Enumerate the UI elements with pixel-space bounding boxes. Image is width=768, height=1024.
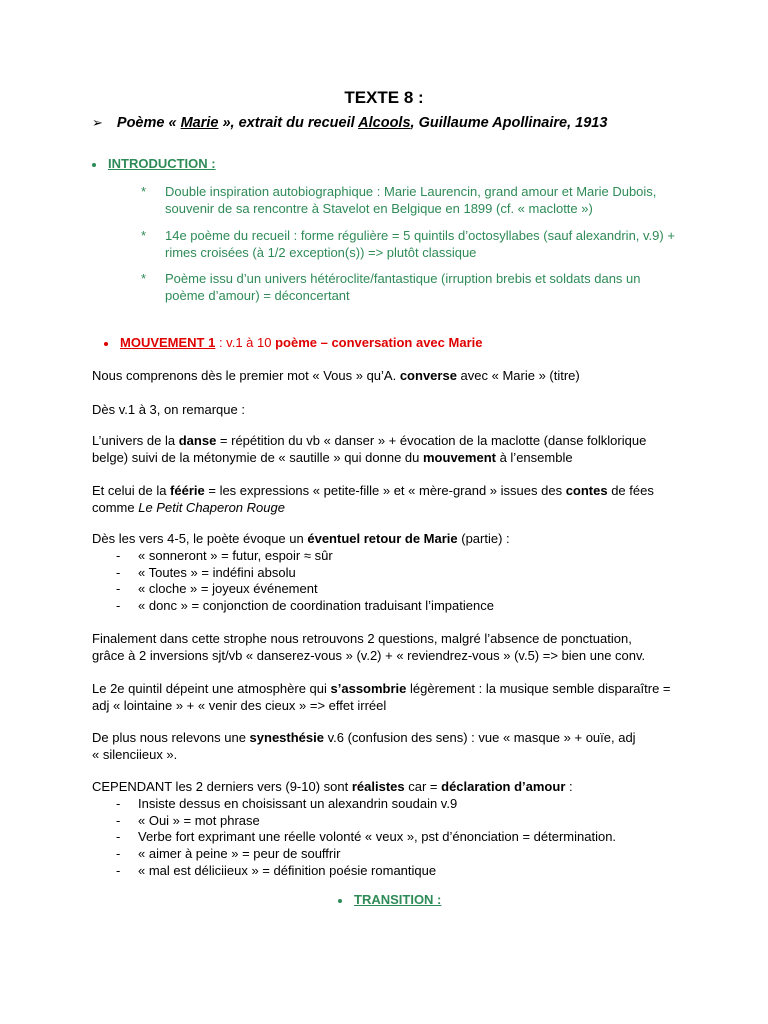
paragraph: Nous comprenons dès le premier mot « Vous » qu’A. converse avec « Marie » (titre) — [92, 368, 580, 383]
list-item: - Insiste dessus en choisissant un alexandrin soudain v.9 — [116, 796, 458, 811]
list-item: - « Oui » = mot phrase — [116, 813, 260, 828]
arrow-bullet-icon: ➢ — [92, 115, 103, 130]
mouvement-1-heading: MOUVEMENT 1 : v.1 à 10 poème – conversation avec Marie — [104, 335, 482, 350]
bullet-icon — [104, 342, 108, 346]
list-item: - « donc » = conjonction de coordination traduisant l’impatience — [116, 598, 494, 613]
introduction-heading: INTRODUCTION : — [92, 156, 216, 171]
paragraph: L’univers de la danse = répétition du vb « danser » + évocation de la maclotte (danse folklorique belge) suivi de la métonymie de « sautille » qui donne du mouvement à l’ensemble — [92, 433, 647, 465]
bullet-icon — [92, 163, 96, 167]
paragraph: Finalement dans cette strophe nous retrouvons 2 questions, malgré l’absence de ponctuation, grâce à 2 inversions sjt/vb « danserez-vous » (v.2) + « reviendrez-vous » (v.5) => bien une conv. — [92, 631, 646, 663]
intro-item: * Double inspiration autobiographique : Marie Laurencin, grand amour et Marie Dubois, souvenir de sa rencontre à Stavelot en Belgique en 1899 (cf. « maclotte ») — [141, 184, 657, 216]
list-item: - « mal est déliciieux » = définition poésie romantique — [116, 863, 437, 878]
paragraph: Dès les vers 4-5, le poète évoque un éventuel retour de Marie (partie) : — [92, 531, 510, 546]
paragraph: De plus nous relevons une synesthésie v.6 (confusion des sens) : vue « masque » + ouïe, adj « silenciieux ». — [92, 730, 636, 762]
paragraph: Le 2e quintil dépeint une atmosphère qui s’assombrie légèrement : la musique semble disparaître = adj « lointaine » + « venir des cieux » => effet irréel — [92, 681, 671, 713]
transition-heading: TRANSITION : — [338, 892, 441, 907]
list-item: - « Toutes » = indéfini absolu — [116, 565, 296, 580]
page-title: TEXTE 8 : — [344, 88, 424, 107]
subtitle: ➢ Poème « Marie », extrait du recueil Alcools, Guillaume Apollinaire, 1913 — [92, 115, 608, 131]
intro-item: * Poème issu d’un univers hétéroclite/fantastique (irruption brebis et soldats dans un poème d’amour) = déconcertant — [141, 271, 641, 303]
bullet-icon — [338, 899, 342, 903]
list-item: - « aimer à peine » = peur de souffrir — [116, 846, 341, 861]
intro-item: * 14e poème du recueil : forme régulière = 5 quintils d’octosyllabes (sauf alexandrin, v.9) + rimes croisées (à 1/2 exception(s)) => plutôt classique — [141, 228, 675, 260]
list-item: - « cloche » = joyeux événement — [116, 581, 318, 596]
list-item: - Verbe fort exprimant une réelle volonté « veux », pst d’énonciation = détermination. — [116, 829, 617, 844]
paragraph: CEPENDANT les 2 derniers vers (9-10) sont réalistes car = déclaration d’amour : — [92, 779, 573, 794]
paragraph: Dès v.1 à 3, on remarque : — [92, 402, 245, 417]
list-item: - « sonneront » = futur, espoir ≈ sûr — [116, 548, 333, 563]
paragraph: Et celui de la féérie = les expressions « petite-fille » et « mère-grand » issues des contes de fées comme Le Petit Chaperon Rouge — [92, 483, 654, 515]
